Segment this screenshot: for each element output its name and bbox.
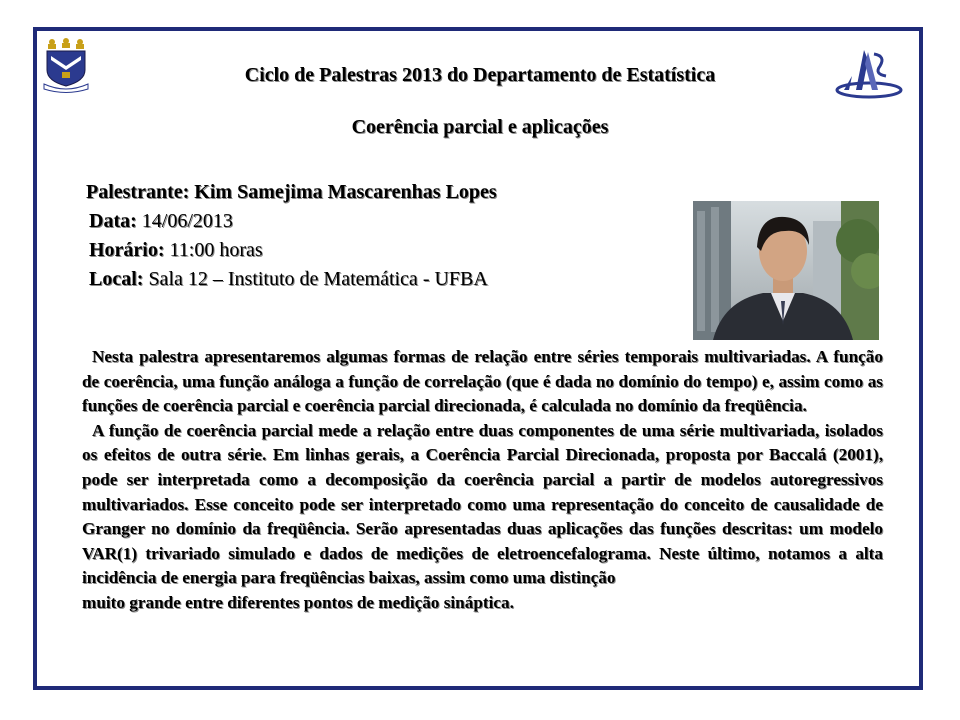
- place-value: Sala 12 – Instituto de Matemática - UFBA: [148, 268, 488, 290]
- time-row: [86, 236, 497, 265]
- date-label: Data:: [89, 210, 137, 232]
- speaker-row: [86, 178, 497, 207]
- date-value: 14/06/2013: [141, 210, 233, 232]
- abstract-paragraph-1: Nesta palestra apresentaremos algumas formas de relação entre séries temporais multivariadas. A função de coerência, uma função análoga a função de correlação (que é dada no domínio do tempo) e, assim como as funções de coerência parcial e coerência parcial direcionada, é calculada no domínio da freqüência.: [82, 347, 883, 416]
- page-title: Ciclo de Palestras 2013 do Departamento de Estatística: [244, 64, 716, 86]
- date-row: [86, 207, 497, 236]
- abstract-paragraph-3: muito grande entre diferentes pontos de medição sináptica.: [82, 592, 514, 612]
- speaker-name: Kim Samejima Mascarenhas Lopes: [194, 181, 497, 203]
- time-label: Horário:: [89, 239, 165, 261]
- speaker-photo: [693, 201, 879, 340]
- talk-info: [86, 178, 497, 294]
- place-label: Local:: [89, 268, 144, 290]
- university-crest-icon: [42, 36, 90, 94]
- department-statistics-logo-icon: [834, 46, 904, 100]
- speaker-label: Palestrante:: [86, 181, 190, 203]
- abstract-paragraph-2: A função de coerência parcial mede a relação entre duas componentes de uma série multivariada, isolados os efeitos de outra série. Em linhas gerais, a Coerência Parcial Direcionada, proposta por Baccalá (2001), pode ser interpretada como a decomposição da coerência parcial a partir de modelos autoregressivos multivariados. Esse conceito pode ser interpretado como uma representação do conceito de causalidade de Granger no domínio da freqüência. Serão apresentadas duas aplicações das funções descritas: um modelo VAR(1) trivariado simulado e dados de medições de eletroencefalograma. Neste último, notamos a alta incidência de energia para freqüências baixas, assim como uma distinção: [82, 420, 883, 588]
- abstract: [82, 345, 883, 616]
- place-row: [86, 265, 497, 294]
- time-value: 11:00 horas: [169, 239, 263, 261]
- talk-title: Coerência parcial e aplicações: [351, 116, 609, 138]
